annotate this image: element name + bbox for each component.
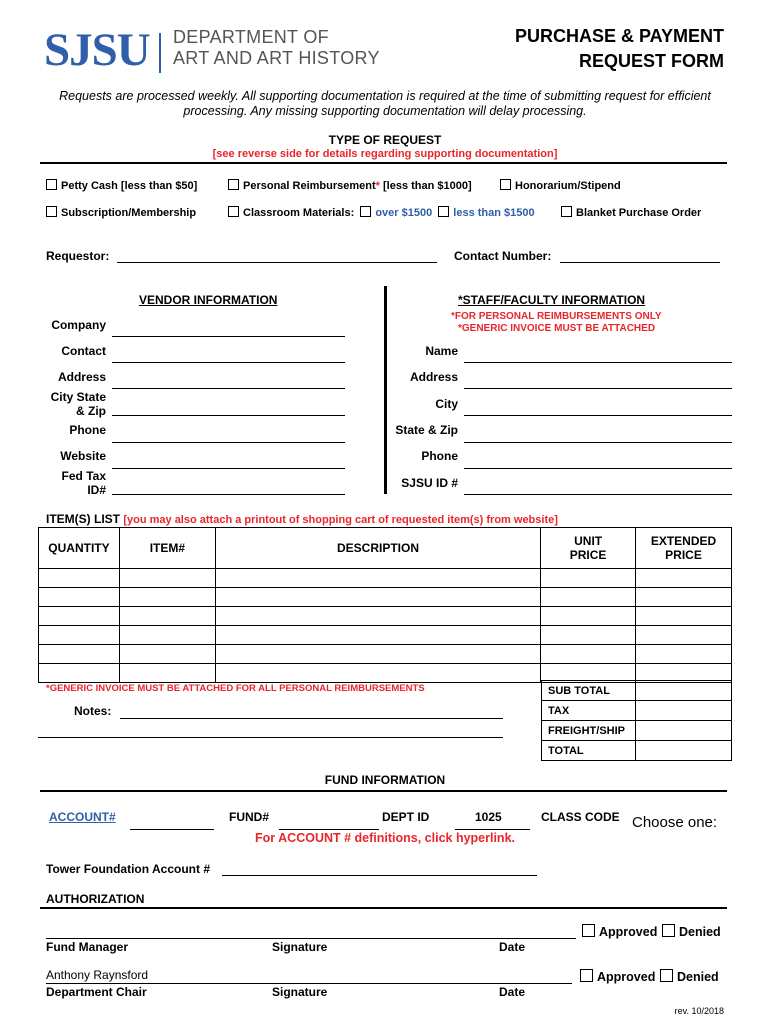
honorarium-checkbox[interactable] [500, 179, 511, 190]
staff-name-label: Name [425, 344, 458, 358]
form-title-line-1: PURCHASE & PAYMENT [514, 26, 724, 46]
petty-cash-checkbox[interactable] [46, 179, 57, 190]
chair-denied-checkbox[interactable] [660, 969, 673, 982]
less-1500-checkbox[interactable] [438, 206, 449, 217]
vendor-city-state-label-2: & Zip [76, 404, 106, 418]
form-title-line-2: REQUEST FORM [578, 51, 724, 71]
request-type-heading: TYPE OF REQUEST [328, 133, 442, 147]
revision-note: rev. 10/2018 [674, 1006, 724, 1016]
fund-rule [40, 790, 727, 792]
staff-city-field[interactable] [464, 415, 732, 416]
col-quantity: QUANTITY [39, 528, 120, 569]
items-heading-note: [you may also attach a printout of shopping cart of requested item(s) from website] [123, 514, 558, 526]
staff-city-label: City [435, 397, 458, 411]
table-row[interactable] [39, 588, 732, 607]
vendor-company-field[interactable] [112, 336, 345, 337]
blanket-po-option[interactable] [561, 206, 701, 219]
subscription-option[interactable] [46, 206, 196, 219]
total-row [542, 741, 732, 761]
class-code-label: CLASS CODE [541, 810, 620, 824]
chair-name: Anthony Raynsford [46, 968, 149, 982]
generic-invoice-note: *GENERIC INVOICE MUST BE ATTACHED FOR ALL PERSONAL REIMBURSEMENTS [46, 683, 425, 694]
fund-field[interactable] [279, 829, 379, 830]
chair-date-label: Date [499, 985, 526, 999]
petty-cash-option[interactable] [46, 179, 197, 192]
fm-denied-label: Denied [679, 925, 721, 939]
vendor-address-field[interactable] [112, 388, 345, 389]
dept-chair-label: Department Chair [46, 985, 147, 999]
intro-text-1: Requests are processed weekly. All supporting documentation is required at the time of submitting request for efficient [59, 89, 711, 103]
sub-total-field[interactable] [636, 681, 732, 701]
col-unit-price [541, 528, 636, 569]
vendor-address-label: Address [57, 370, 106, 384]
dept-id-field [455, 829, 530, 830]
col-extended-price [636, 528, 732, 569]
col-extended-price-2: PRICE [665, 548, 702, 562]
dept-line-2: ART AND ART HISTORY [173, 48, 380, 68]
account-definitions-note: For ACCOUNT # definitions, click hyperlink. [255, 831, 515, 845]
total-label: TOTAL [542, 741, 636, 761]
contact-number-field[interactable] [560, 262, 720, 263]
account-hyperlink[interactable]: ACCOUNT# [49, 810, 116, 824]
total-field[interactable] [636, 741, 732, 761]
chair-approved-option[interactable] [580, 969, 655, 984]
vendor-heading: VENDOR INFORMATION [139, 293, 278, 307]
chair-denied-label: Denied [677, 970, 719, 984]
personal-reimb-checkbox[interactable] [228, 179, 239, 190]
sjsu-logo: SJSU [44, 24, 150, 76]
chair-signature-line[interactable] [46, 983, 572, 984]
fm-approved-label: Approved [599, 925, 658, 939]
items-heading [46, 512, 558, 526]
subscription-checkbox[interactable] [46, 206, 57, 217]
fm-denied-option[interactable] [662, 924, 721, 939]
less-1500-label: less than $1500 [453, 207, 535, 219]
request-type-subheading: [see reverse side for details regarding supporting documentation] [212, 148, 558, 160]
over-1500-checkbox[interactable] [360, 206, 371, 217]
fund-label: FUND# [229, 810, 270, 824]
staff-address-field[interactable] [464, 388, 732, 389]
fm-approved-checkbox[interactable] [582, 924, 595, 937]
classroom-checkbox[interactable] [228, 206, 239, 217]
table-row[interactable] [39, 569, 732, 588]
over-1500-label: over $1500 [375, 207, 433, 219]
items-table [38, 527, 732, 683]
table-row[interactable] [39, 626, 732, 645]
sub-total-row [542, 681, 732, 701]
classroom-label: Classroom Materials: [243, 207, 355, 219]
honorarium-label: Honorarium/Stipend [515, 180, 621, 192]
class-code-select[interactable]: Choose one: [632, 814, 718, 831]
staff-address-label: Address [409, 370, 458, 384]
personal-reimb-star: * [375, 180, 380, 192]
vendor-fed-tax-label-1: Fed Tax [61, 469, 106, 483]
tax-field[interactable] [636, 701, 732, 721]
fund-manager-label: Fund Manager [46, 940, 129, 954]
table-row[interactable] [39, 607, 732, 626]
vendor-company-label: Company [51, 318, 106, 332]
dept-id-value: 1025 [475, 810, 502, 824]
vendor-website-label: Website [60, 449, 106, 463]
tower-account-label: Tower Foundation Account # [46, 862, 210, 876]
chair-signature-label: Signature [272, 985, 328, 999]
personal-reimb-limit: [less than $1000] [383, 180, 472, 192]
staff-sjsu-id-label: SJSU ID # [401, 476, 458, 490]
contact-number-label: Contact Number: [454, 249, 552, 263]
vendor-fed-tax-field[interactable] [112, 494, 345, 495]
vendor-phone-label: Phone [69, 423, 106, 437]
personal-reimb-label: Personal Reimbursement [243, 180, 376, 192]
vendor-contact-field[interactable] [112, 362, 345, 363]
blanket-po-label: Blanket Purchase Order [576, 207, 702, 219]
staff-name-field[interactable] [464, 362, 732, 363]
vendor-city-state-label-1: City State [50, 390, 106, 404]
authorization-heading: AUTHORIZATION [46, 892, 145, 906]
tower-account-field[interactable] [222, 875, 537, 876]
staff-state-zip-label: State & Zip [395, 423, 458, 437]
chair-denied-option[interactable] [660, 969, 719, 984]
authorization-rule [40, 907, 727, 909]
logo-divider [159, 33, 161, 73]
fm-approved-option[interactable] [582, 924, 657, 939]
classroom-option[interactable] [228, 206, 535, 219]
sub-total-label: SUB TOTAL [542, 681, 636, 701]
requestor-label: Requestor: [46, 249, 110, 263]
fm-denied-checkbox[interactable] [662, 924, 675, 937]
account-field[interactable] [130, 829, 214, 830]
items-heading-label: ITEM(S) LIST [46, 512, 120, 526]
staff-phone-field[interactable] [464, 468, 732, 469]
staff-note-1: *FOR PERSONAL REIMBURSEMENTS ONLY [451, 311, 662, 322]
items-header-row [39, 528, 732, 569]
requestor-field[interactable] [117, 262, 437, 263]
vendor-city-state-field[interactable] [112, 415, 345, 416]
freight-field[interactable] [636, 721, 732, 741]
honorarium-option[interactable] [500, 179, 621, 192]
staff-sjsu-id-field[interactable] [464, 494, 732, 495]
freight-row [542, 721, 732, 741]
blanket-po-checkbox[interactable] [561, 206, 572, 217]
tax-label: TAX [542, 701, 636, 721]
staff-note-2: *GENERIC INVOICE MUST BE ATTACHED [458, 323, 656, 334]
request-type-rule [40, 162, 727, 164]
col-item-number: ITEM# [119, 528, 215, 569]
fm-date-label: Date [499, 940, 526, 954]
fm-signature-label: Signature [272, 940, 328, 954]
col-extended-price-1: EXTENDED [650, 534, 717, 548]
personal-reimb-option[interactable] [228, 179, 472, 192]
staff-state-zip-field[interactable] [464, 442, 732, 443]
chair-approved-checkbox[interactable] [580, 969, 593, 982]
notes-field-2[interactable] [38, 737, 503, 738]
dept-line-1: DEPARTMENT OF [173, 27, 329, 47]
col-unit-price-1: UNIT [574, 534, 603, 548]
freight-label: FREIGHT/SHIP [542, 721, 636, 741]
vendor-contact-label: Contact [61, 344, 106, 358]
vendor-phone-field[interactable] [112, 442, 345, 443]
col-description: DESCRIPTION [215, 528, 540, 569]
tax-row [542, 701, 732, 721]
fund-manager-signature-line[interactable] [46, 938, 576, 939]
vendor-fed-tax-label-2: ID# [87, 483, 106, 497]
petty-cash-label: Petty Cash [less than $50] [61, 180, 198, 192]
notes-field-1[interactable] [120, 718, 503, 719]
totals-table [541, 680, 732, 761]
chair-approved-label: Approved [597, 970, 656, 984]
intro-text-2: processing. Any missing supporting documentation will delay processing. [183, 104, 587, 118]
table-row[interactable] [39, 645, 732, 664]
notes-label: Notes: [74, 704, 112, 718]
staff-heading: *STAFF/FACULTY INFORMATION [458, 293, 646, 307]
subscription-label: Subscription/Membership [61, 207, 197, 219]
vendor-website-field[interactable] [112, 468, 345, 469]
staff-phone-label: Phone [421, 449, 458, 463]
dept-id-label: DEPT ID [382, 810, 430, 824]
col-unit-price-2: PRICE [569, 548, 607, 562]
fund-heading: FUND INFORMATION [324, 773, 446, 787]
